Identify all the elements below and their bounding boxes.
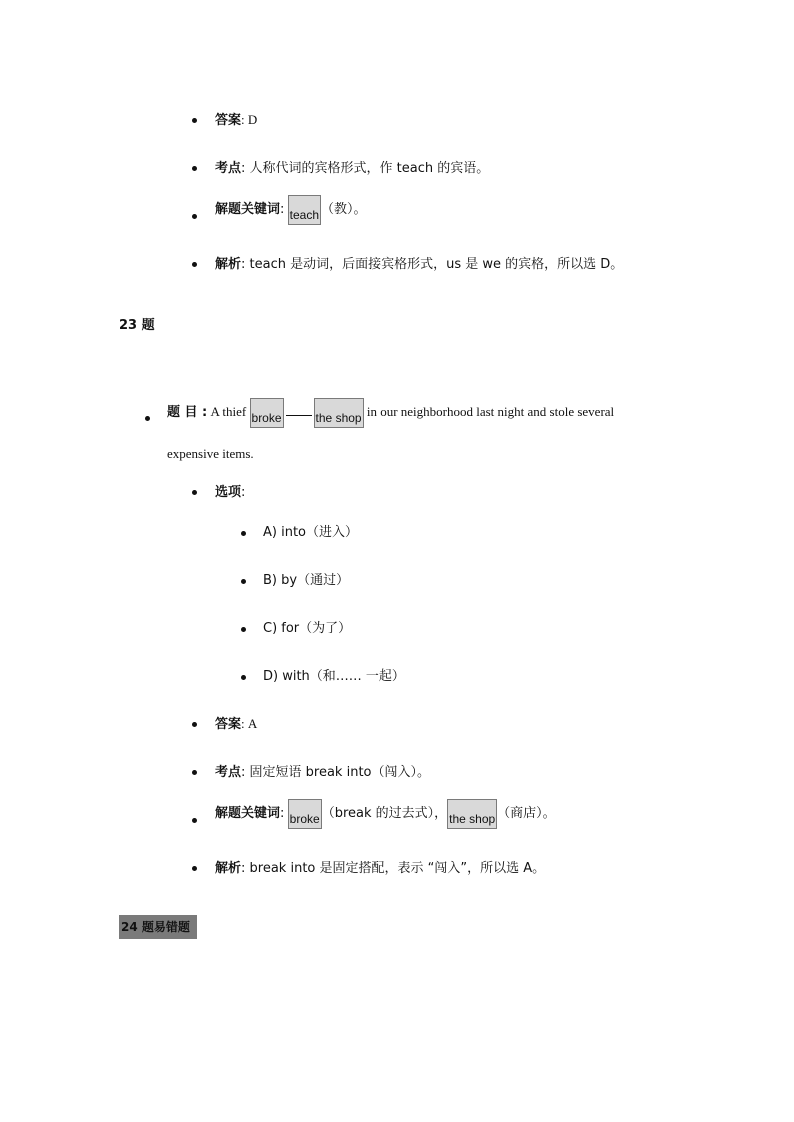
bullet: [241, 675, 246, 680]
question-text: A thief: [210, 404, 247, 419]
keyword-sep: :: [280, 806, 285, 821]
analysis-label: 解析: [215, 257, 242, 272]
analysis-text: : teach 是动词，后面接宾格形式，us 是 we 的宾格，所以选 D。: [241, 257, 624, 272]
keyword-highlight-shop: the shop: [447, 799, 497, 829]
question-label: 题 目 :: [167, 405, 208, 420]
option-item: D) with（和…… 一起）: [263, 669, 405, 684]
answer-value: : D: [241, 112, 258, 127]
bullet: [241, 579, 246, 584]
keyword-note: （break 的过去式），: [321, 806, 448, 821]
keyword-label: 解题关键词: [215, 806, 281, 821]
question-text-line2: expensive items.: [167, 446, 254, 461]
bullet: [145, 416, 150, 421]
answer-row: [215, 714, 257, 735]
bullet: [192, 866, 197, 871]
option-item: A) into（进入）: [263, 525, 358, 540]
keyword-note: （商店）。: [497, 806, 556, 821]
bullet: [192, 722, 197, 727]
bullet: [192, 118, 197, 123]
bullet: [241, 627, 246, 632]
bullet: [192, 166, 197, 171]
answer-row: [215, 110, 257, 131]
point-label: 考点: [215, 765, 242, 780]
analysis-row: [215, 254, 623, 275]
keyword-highlight-broke: broke: [288, 799, 322, 829]
keyword-row: [215, 798, 556, 829]
point-row: [215, 762, 430, 783]
option-item: B) by（通过）: [263, 573, 350, 588]
question-highlight-broke: broke: [250, 398, 284, 428]
options-row: [215, 482, 245, 503]
analysis-row: [215, 858, 545, 879]
keyword-label: 解题关键词: [215, 202, 281, 217]
answer-blank: [286, 401, 312, 416]
question-heading-highlighted: 24 题易错题: [119, 915, 197, 939]
bullet: [241, 531, 246, 536]
answer-value: : A: [241, 716, 258, 731]
keyword-sep: :: [280, 202, 285, 217]
analysis-label: 解析: [215, 861, 242, 876]
question-highlight-shop: the shop: [314, 398, 364, 428]
question-heading: 23 题: [119, 318, 155, 333]
question-row: [167, 397, 614, 428]
bullet: [192, 490, 197, 495]
bullet: [192, 818, 197, 823]
question-text: in our neighborhood last night and stole several: [366, 404, 615, 419]
analysis-text: : break into 是固定搭配，表示 “闯入”，所以选 A。: [241, 861, 546, 876]
point-text: : 人称代词的宾格形式，作 teach 的宾语。: [241, 161, 490, 176]
point-row: [215, 158, 489, 179]
keyword-row: [215, 194, 367, 225]
answer-label: 答案: [215, 717, 242, 732]
point-text: : 固定短语 break into（闯入）。: [241, 765, 430, 780]
bullet: [192, 262, 197, 267]
point-label: 考点: [215, 161, 242, 176]
keyword-highlight: teach: [288, 195, 321, 225]
bullet: [192, 770, 197, 775]
options-label: 选项: [215, 485, 242, 500]
options-colon: :: [241, 485, 246, 500]
keyword-note: （教）。: [321, 202, 367, 217]
bullet: [192, 214, 197, 219]
answer-label: 答案: [215, 113, 242, 128]
option-item: C) for（为了）: [263, 621, 352, 636]
